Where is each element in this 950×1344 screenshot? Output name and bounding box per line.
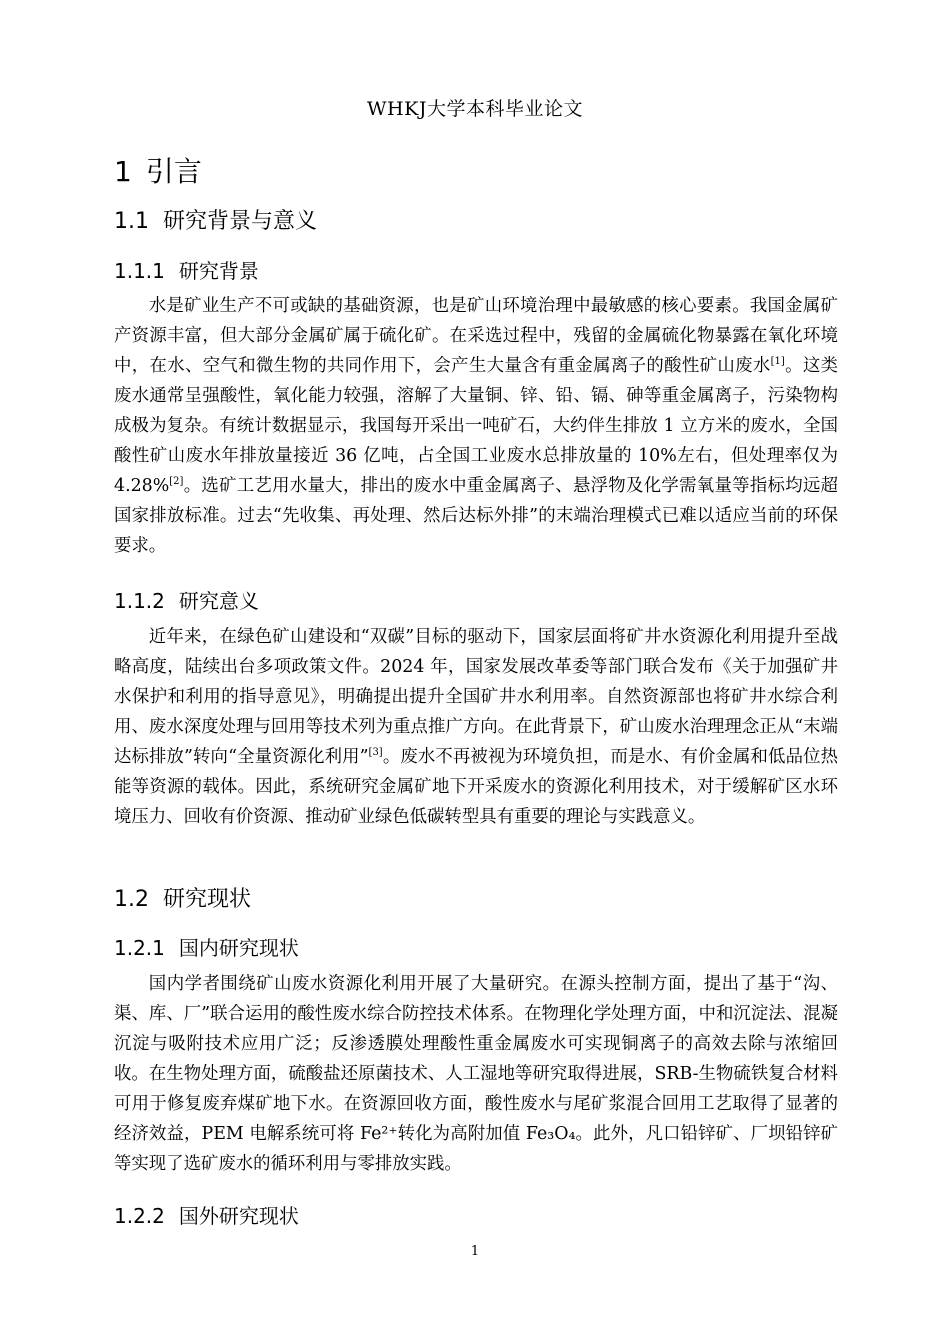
subsection-title: 国外研究现状 <box>178 1204 299 1228</box>
section-title: 研究背景与意义 <box>163 209 318 234</box>
paragraph-text: 水是矿业生产不可或缺的基础资源，也是矿山环境治理中最敏感的核心要素。我国金属矿产资源丰富，但大部分金属矿属于硫化矿。在采选过程中，残留的金属硫化物暴露在氧化环境中，在水、空气和微生物的共同作用下，会产生大量含有重金属离子的酸性矿山废水 <box>114 296 838 376</box>
subsection-number: 1.1.1 <box>114 259 165 283</box>
page-number: 1 <box>470 1244 480 1259</box>
paragraph-background <box>114 291 838 561</box>
section-number: 1.1 <box>114 209 149 234</box>
subsection-heading-1-2-1 <box>114 932 299 961</box>
paragraph-text: 。选矿工艺用水量大，排出的废水中重金属离子、悬浮物及化学需氧量等指标均远超国家排放标准。过去“先收集、再处理、然后达标外排”的末端治理模式已难以适应当前的环保要求。 <box>114 476 838 556</box>
chapter-heading <box>114 150 202 190</box>
subsection-number: 1.2.1 <box>114 936 165 960</box>
subsection-heading-1-1-2 <box>114 585 259 614</box>
paragraph-significance <box>114 622 838 832</box>
header-school: WHKJ <box>367 98 427 120</box>
section-title: 研究现状 <box>163 887 252 912</box>
citation-ref[interactable]: [2] <box>169 476 184 488</box>
paragraph-text: 近年来，在绿色矿山建设和“双碳”目标的驱动下，国家层面将矿井水资源化利用提升至战略高度，陆续出台多项政策文件。2024 年，国家发展改革委等部门联合发布《关于加强矿井水保护和利用的指导意见》，明确提出提升全国矿井水利用率。自然资源部也将矿井水综合利用、废水深度处理与回用等技术列为重点推广方向。在此背景下，矿山废水治理理念正从“末端达标排放”转向“全量资源化利用” <box>114 627 838 767</box>
chapter-number: 1 <box>114 155 132 188</box>
citation-ref[interactable]: [3] <box>368 747 383 759</box>
subsection-number: 1.2.2 <box>114 1204 165 1228</box>
subsection-title: 研究意义 <box>178 589 259 613</box>
section-number: 1.2 <box>114 887 149 912</box>
subsection-heading-1-2-2 <box>114 1200 299 1229</box>
citation-ref[interactable]: [1] <box>770 356 785 368</box>
paragraph-domestic-research <box>114 969 838 1179</box>
header-title: 大学本科毕业论文 <box>426 98 583 120</box>
paragraph-text: 。这类废水通常呈强酸性，氧化能力较强，溶解了大量铜、锌、铅、镉、砷等重金属离子，污染物构成极为复杂。有统计数据显示，我国每开采出一吨矿石，大约伴生排放 1 立方米的废水，全国酸性矿山废水年排放量接近 36 亿吨，占全国工业废水总排放量的 10%左右，但处理率仅为 4.28% <box>114 356 838 496</box>
paragraph-text: 。废水不再被视为环境负担，而是水、有价金属和低品位热能等资源的载体。因此，系统研究金属矿地下开采废水的资源化利用技术，对于缓解矿区水环境压力、回收有价资源、推动矿业绿色低碳转型具有重要的理论与实践意义。 <box>114 747 838 827</box>
section-heading-1-2 <box>114 882 251 913</box>
subsection-title: 国内研究现状 <box>178 936 299 960</box>
subsection-title: 研究背景 <box>178 259 259 283</box>
subsection-heading-1-1-1 <box>114 255 259 284</box>
paragraph-text: 国内学者围绕矿山废水资源化利用开展了大量研究。在源头控制方面，提出了基于“沟、渠、库、厂”联合运用的酸性废水综合防控技术体系。在物理化学处理方面，中和沉淀法、混凝沉淀与吸附技术应用广泛；反渗透膜处理酸性重金属废水可实现铜离子的高效去除与浓缩回收。在生物处理方面，硫酸盐还原菌技术、人工湿地等研究取得进展，SRB-生物硫铁复合材料可用于修复废弃煤矿地下水。在资源回收方面，酸性废水与尾矿浆混合回用工艺取得了显著的经济效益，PEM 电解系统可将 Fe²⁺转化为高附加值 Fe₃O₄。此外，凡口铅锌矿、厂坝铅锌矿等实现了选矿废水的循环利用与零排放实践。 <box>114 974 838 1174</box>
chapter-title: 引言 <box>145 155 202 188</box>
section-heading-1-1 <box>114 204 317 235</box>
running-header <box>0 94 950 121</box>
subsection-number: 1.1.2 <box>114 589 165 613</box>
